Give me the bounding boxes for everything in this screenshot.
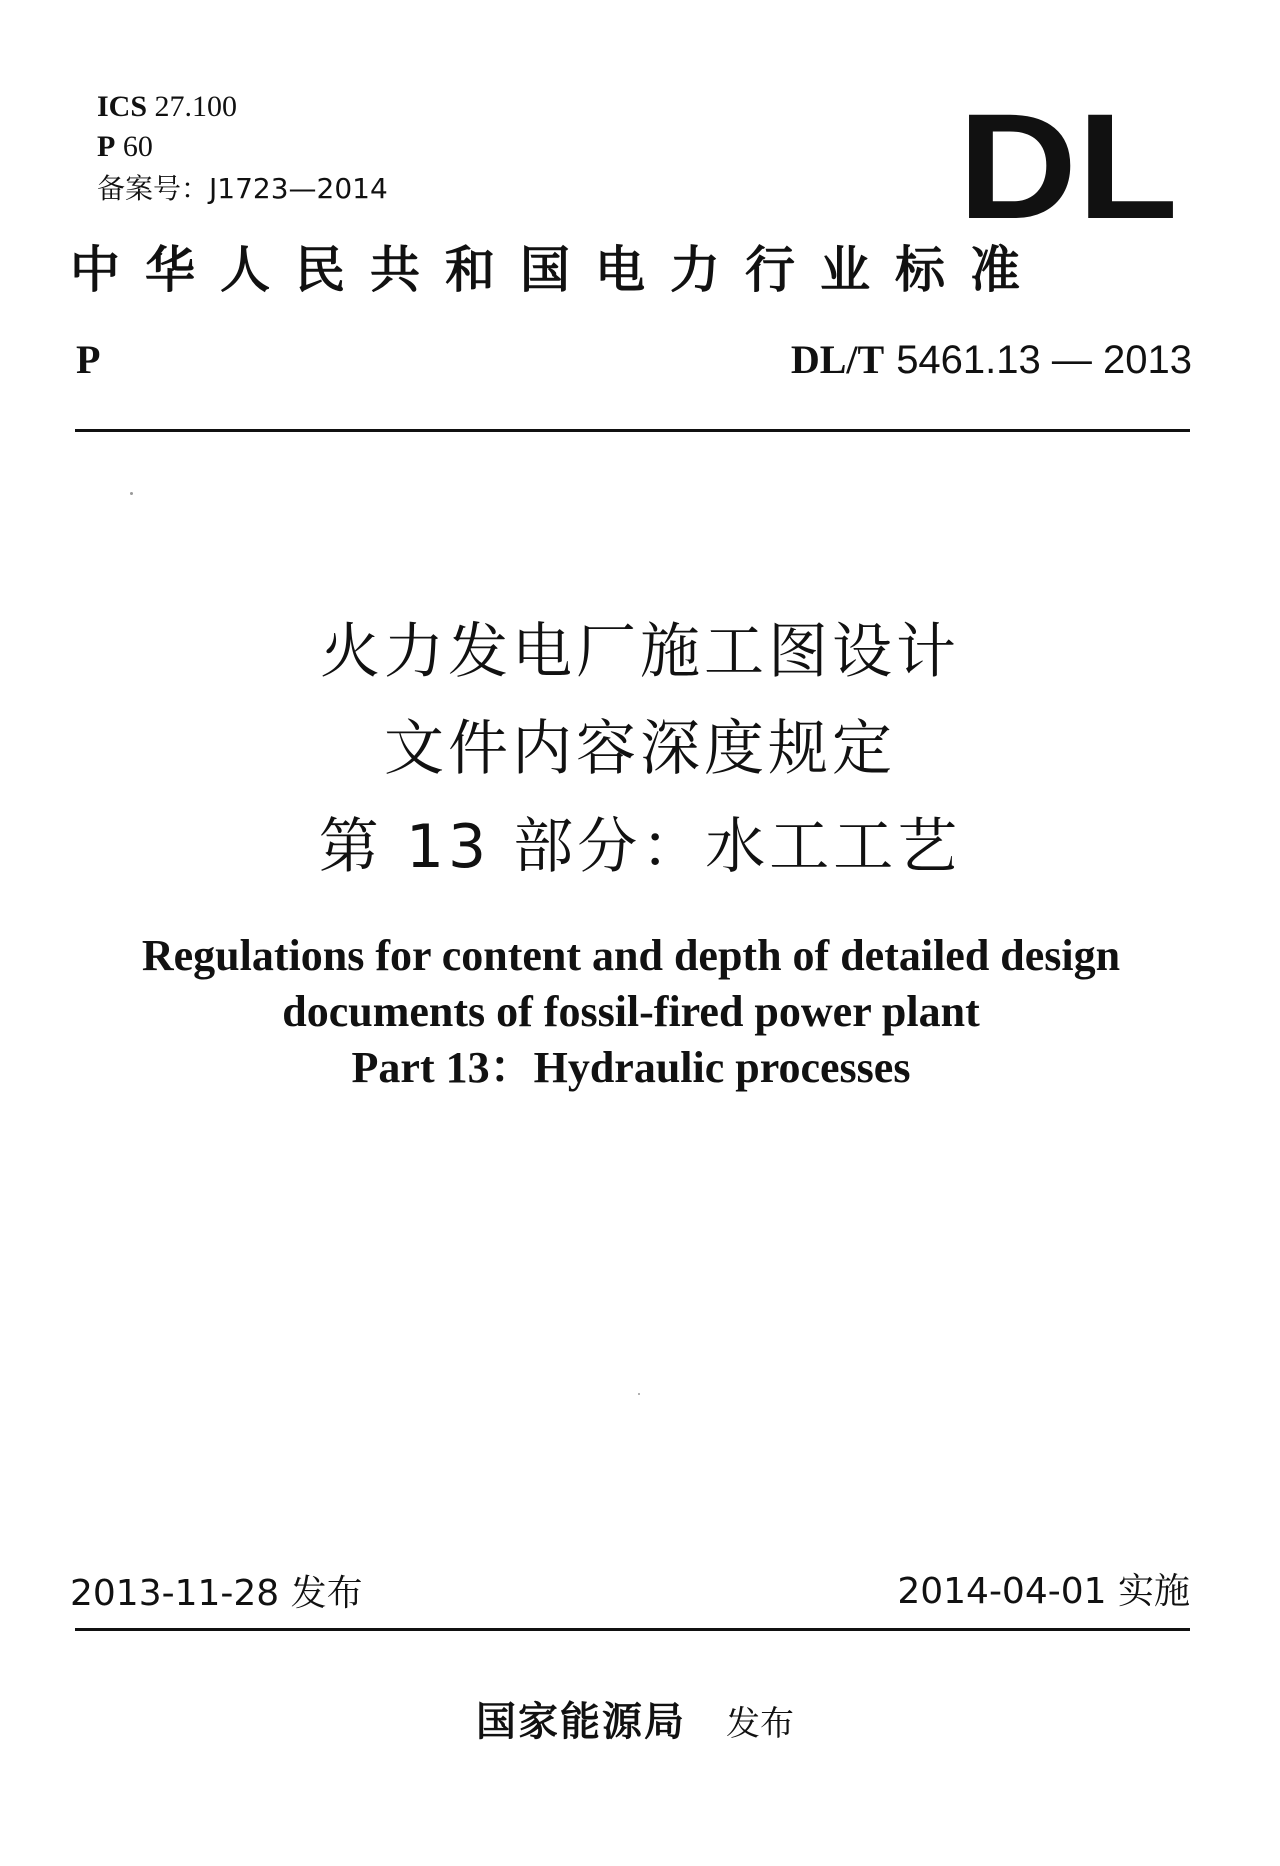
dl-logo bbox=[958, 108, 1178, 223]
standard-number-value: 5461.13 — 2013 bbox=[896, 338, 1192, 382]
standard-number-prefix: DL/T bbox=[790, 337, 885, 382]
bottom-divider bbox=[75, 1628, 1190, 1631]
publisher-organization: 国家能源局 bbox=[476, 1699, 686, 1745]
ics-label: ICS bbox=[97, 90, 148, 123]
ics-code bbox=[97, 90, 237, 124]
ics-number: 27.100 bbox=[154, 90, 238, 123]
title-cn-line-2: 文件内容深度规定 bbox=[384, 714, 896, 784]
issue-date: 2013-11-28 发布 bbox=[70, 1573, 363, 1614]
title-en-line-2: documents of fossil-fired power plant bbox=[282, 987, 980, 1036]
publisher-action: 发布 bbox=[726, 1704, 794, 1744]
dl-logo-text: DL bbox=[958, 108, 1178, 223]
category-letter: P bbox=[76, 337, 101, 382]
standard-family-heading: 中华人民共和国电力行业标准 bbox=[70, 240, 1045, 299]
ccs-letter: P bbox=[97, 130, 116, 163]
title-cn-line-3: 第 13 部分：水工工艺 bbox=[318, 812, 962, 882]
effective-date: 2014-04-01 实施 bbox=[897, 1571, 1190, 1612]
title-cn-line-1: 火力发电厂施工图设计 bbox=[320, 617, 960, 687]
top-divider bbox=[75, 429, 1190, 432]
publisher-line bbox=[0, 1690, 1270, 1747]
ccs-code bbox=[97, 130, 153, 164]
standard-number bbox=[791, 338, 1192, 382]
filing-number: 备案号：J1723—2014 bbox=[97, 172, 388, 205]
title-en-line-1: Regulations for content and depth of detailed design bbox=[141, 931, 1121, 980]
scan-speck bbox=[638, 1393, 640, 1395]
scan-speck bbox=[130, 492, 133, 495]
title-en-line-3: Part 13：Hydraulic processes bbox=[351, 1043, 911, 1092]
ccs-number: 60 bbox=[122, 130, 153, 163]
